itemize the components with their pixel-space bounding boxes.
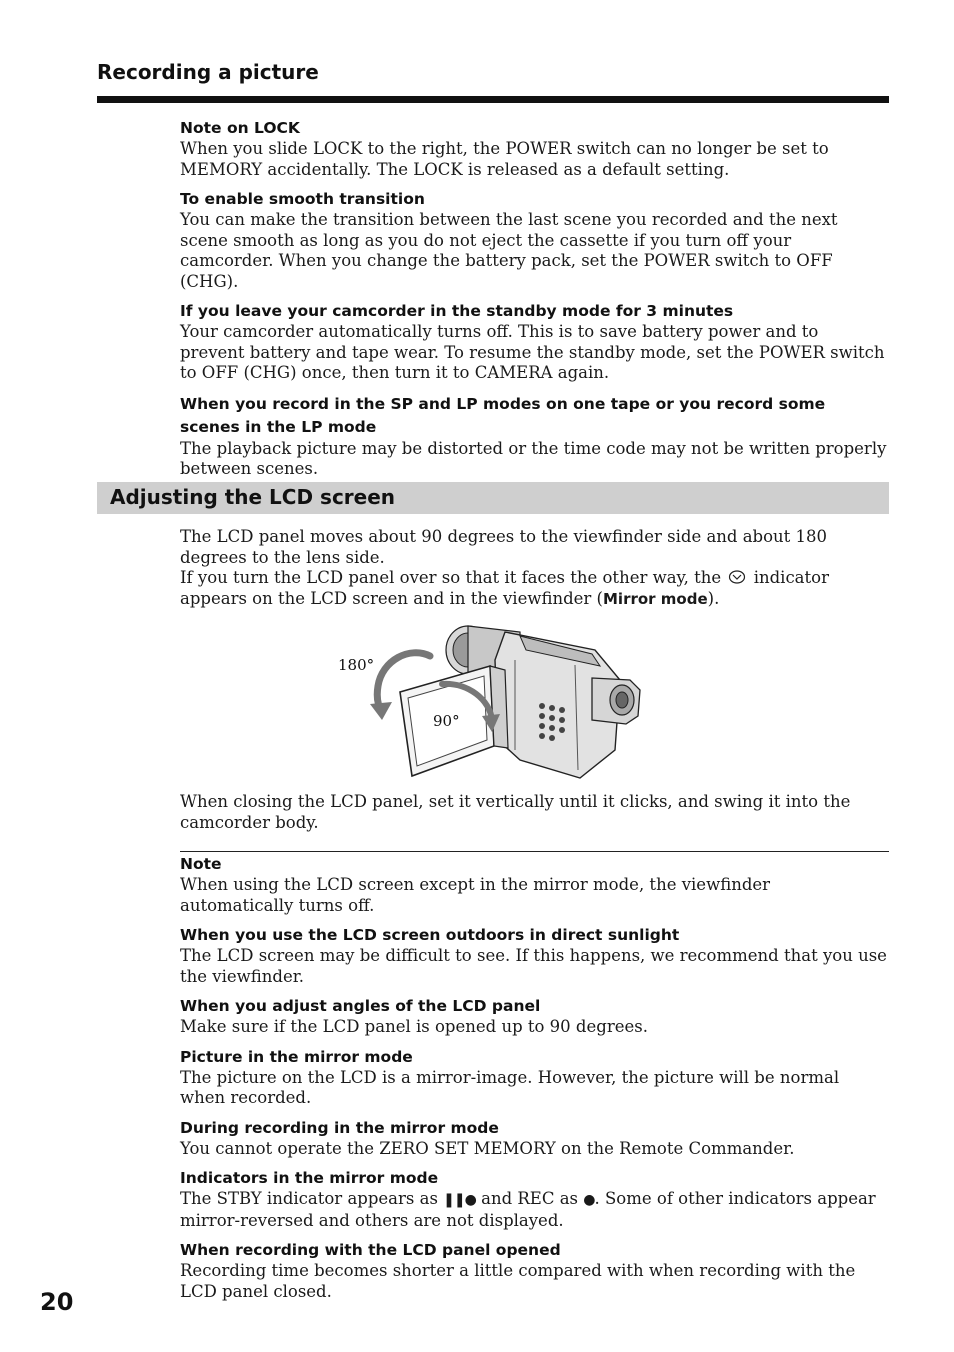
note-sp-lp <box>180 393 888 480</box>
note-body <box>180 1189 888 1231</box>
angle-label-180: 180° <box>338 656 375 674</box>
note-angles <box>180 996 888 1038</box>
note-standby <box>180 301 888 384</box>
note-body: You cannot operate the ZERO SET MEMORY on the Remote Commander. <box>180 1138 795 1158</box>
section-intro <box>180 527 888 609</box>
note-sunlight <box>180 925 888 987</box>
header-rule <box>97 96 889 103</box>
note-heading: Note on LOCK <box>180 119 300 137</box>
section-header-bar <box>97 482 889 514</box>
note-body: When you slide LOCK to the right, the POWER switch can no longer be set to MEMORY accidentally. The LOCK is released as a default setting. <box>180 139 829 179</box>
intro-text-b: indicator appears on the LCD screen and in the viewfinder ( <box>180 568 829 608</box>
note-lcd-opened <box>180 1240 888 1302</box>
closing-paragraph-wrap <box>180 792 888 833</box>
note-body: The LCD screen may be difficult to see. If this happens, we recommend that you use the viewfinder. <box>180 946 887 986</box>
mirror-mode-icon <box>728 569 746 585</box>
note-heading: Indicators in the mirror mode <box>180 1169 439 1187</box>
camcorder-illustration <box>330 620 650 782</box>
stby-indicator-icon: ❚❚● <box>443 1192 476 1208</box>
intro-text-a: If you turn the LCD panel over so that it faces the other way, the <box>180 568 722 587</box>
note-heading: To enable smooth transition <box>180 190 425 208</box>
note-lock <box>180 118 888 180</box>
page-number: 20 <box>40 1288 74 1316</box>
indicators-text-c: . Some of other indicators appear mirror-reversed and others are not displayed. <box>180 1189 876 1230</box>
mirror-mode-label: Mirror mode <box>603 589 708 608</box>
intro-paragraph-2 <box>180 568 888 609</box>
note-viewfinder-off <box>180 854 888 916</box>
note-body: When using the LCD screen except in the mirror mode, the viewfinder automatically turns off. <box>180 875 771 915</box>
angle-label-90: 90° <box>433 712 460 730</box>
note-body: Your camcorder automatically turns off. This is to save battery power and to prevent battery and tape wear. To resume the standby mode, set the POWER switch to OFF (CHG) once, then turn it to CAMERA again. <box>180 322 885 382</box>
notes-divider <box>180 851 889 852</box>
note-heading: When you record in the SP and LP modes on one tape or you record some scenes in the LP mode <box>180 394 826 436</box>
note-mirror-indicators <box>180 1168 888 1231</box>
indicators-text-b: and REC as <box>481 1189 579 1208</box>
note-body: The playback picture may be distorted or the time code may not be written properly between scenes. <box>180 438 887 478</box>
section-title: Adjusting the LCD screen <box>110 485 396 509</box>
note-body: Make sure if the LCD panel is opened up to 90 degrees. <box>180 1017 648 1036</box>
note-mirror-picture <box>180 1047 888 1109</box>
note-heading: During recording in the mirror mode <box>180 1118 499 1137</box>
note-mirror-recording <box>180 1118 888 1160</box>
note-body: The picture on the LCD is a mirror-image. However, the picture will be normal when recorded. <box>180 1067 840 1107</box>
note-heading: Note <box>180 855 222 873</box>
note-body: Recording time becomes shorter a little compared with when recording with the LCD panel closed. <box>180 1261 856 1301</box>
note-heading: When you adjust angles of the LCD panel <box>180 997 541 1015</box>
page-header-title: Recording a picture <box>97 60 319 84</box>
note-heading: When recording with the LCD panel opened <box>180 1241 561 1259</box>
note-body: You can make the transition between the last scene you recorded and the next scene smooth as long as you do not eject the cassette if you turn off your camcorder. When you change the battery pack, set the POWER switch to OFF (CHG). <box>180 210 838 291</box>
closing-paragraph: When closing the LCD panel, set it vertically until it clicks, and swing it into the camcorder body. <box>180 792 851 832</box>
note-heading: Picture in the mirror mode <box>180 1047 413 1066</box>
indicators-text-a: The STBY indicator appears as <box>180 1189 438 1208</box>
note-heading: If you leave your camcorder in the standby mode for 3 minutes <box>180 302 734 320</box>
note-heading: When you use the LCD screen outdoors in direct sunlight <box>180 926 680 944</box>
camcorder-lcd-figure <box>330 620 650 782</box>
rec-indicator-icon: ● <box>583 1192 595 1208</box>
intro-text-c: ). <box>707 588 720 608</box>
intro-paragraph-1: The LCD panel moves about 90 degrees to the viewfinder side and about 180 degrees to the lens side. <box>180 527 828 567</box>
notes-bottom <box>180 854 888 1311</box>
note-smooth-transition <box>180 189 888 292</box>
notes-top <box>180 118 888 489</box>
